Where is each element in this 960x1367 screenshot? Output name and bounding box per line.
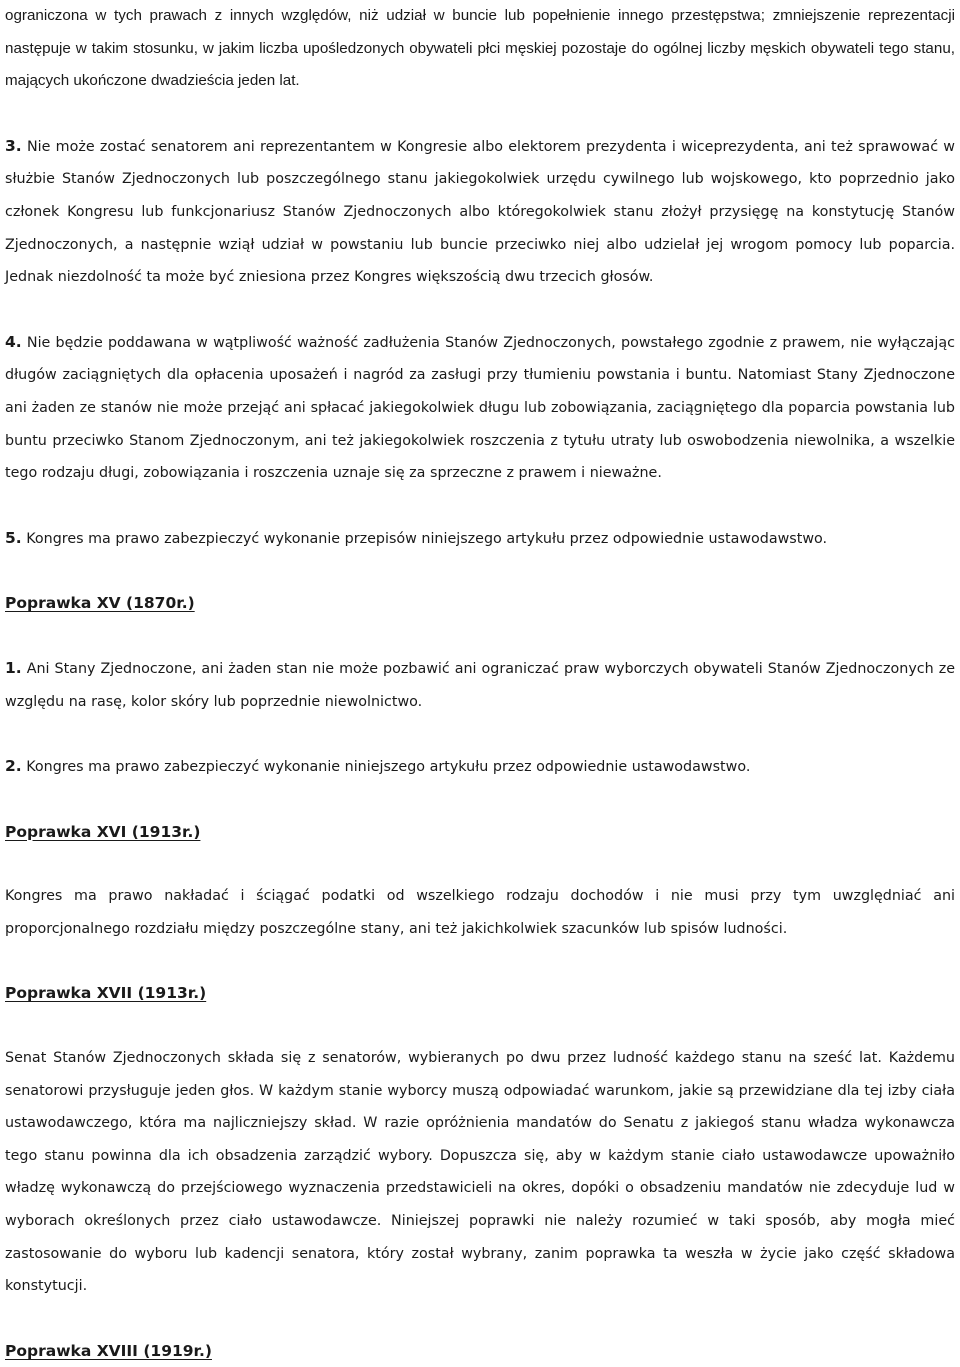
section-5-paragraph bbox=[5, 522, 955, 556]
amendment-xv-section-1-text: Ani Stany Zjednoczone, ani żaden stan nie może pozbawić ani ograniczać praw wyborczych obywateli Stanów Zjednoczonych ze względu na rasę, kolor skóry lub poprzednie niewolnictwo. bbox=[5, 660, 956, 710]
amendment-xv-section-1 bbox=[5, 652, 955, 718]
amendment-xv-heading: Poprawka XV (1870r.) bbox=[5, 594, 195, 613]
section-3-marker: 3. bbox=[5, 136, 22, 155]
amendment-xv-section-2-marker: 2. bbox=[5, 757, 22, 776]
amendment-xviii-heading: Poprawka XVIII (1919r.) bbox=[5, 1341, 212, 1360]
section-4-paragraph bbox=[5, 326, 955, 490]
section-4-text: Nie będzie poddawana w wątpliwość ważność zadłużenia Stanów Zjednoczonych, powstałego zgodnie z prawem, nie wyłączając długów zaciągniętych dla opłacenia uposażeń i nagród za zasługi przy tłumieniu powstania i buntu. Natomiast Stany Zjednoczone ani żaden ze stanów nie może przejąć ani spłacać jakiegokolwiek długu lub zobowiązania, zaciągniętego dla poparcia powstania lub buntu przeciwko Stanom Zjednoczonym, ani też jakiegokolwiek roszczenia z tytułu utraty lub oswobodzenia niewolnika, a wszelkie tego rodzaju długi, zobowiązania i roszczenia uznaje się za sprzeczne z prawem i nieważne. bbox=[5, 334, 955, 482]
amendment-xvii-text: Senat Stanów Zjednoczonych składa się z senatorów, wybieranych po dwu przez ludność każdego stanu na sześć lat. Każdemu senatorowi przysługuje jeden głos. W każdym stanie wyborcy muszą odpowiadać warunkom, jakie są przewidziane dla tej izby ciała ustawodawczego, która ma najliczniejszy skład. W razie opróżnienia mandatów do Senatu z jakiegoś stanu władza wykonawcza tego stanu powinna dla ich obsadzenia zarządzić wybory. Dopuszcza się, aby w każdym stanie ciało ustawodawcze upoważniło władzę wykonawczą do przejściowego wyznaczenia przedstawicieli na okres, dopóki o obsadzeniu mandatów nie zdecyduje lud w wyborach określonych przez ciało ustawodawcze. Niniejszej poprawki nie należy rozumieć w taki sposób, aby mogła mieć zastosowanie do wyboru lub kadencji senatora, który został wybrany, zanim poprawka ta weszła w życie jako część składowa konstytucji. bbox=[5, 1050, 955, 1295]
intro-paragraph: ograniczona w tych prawach z innych względów, niż udział w buncie lub popełnienie innego przestępstwa; zmniejszenie reprezentacji następuje w takim stosunku, w jakim liczba upośledzonych obywateli płci męskiej pozostaje do ogólnej liczby męskich obywateli tego stanu, mających ukończone dwadzieścia jeden lat. bbox=[5, 7, 955, 90]
section-3-text: Nie może zostać senatorem ani reprezentantem w Kongresie albo elektorem prezydenta i wiceprezydenta, ani też sprawować w służbie Stanów Zjednoczonych lub poszczególnego stanu jakiegokolwiek urzędu cywilnego lub wojskowego, kto poprzednio jako członek Kongresu lub funkcjonariusz Stanów Zjednoczonych albo któregokolwiek stanu złożył przysięgę na konstytucję Stanów Zjednoczonych, a następnie wziął udział w powstaniu lub buncie przeciwko niej albo udzielał jej wrogom pomocy lub poparcia. Jednak niezdolność ta może być zniesiona przez Kongres większością dwu trzecich głosów. bbox=[5, 138, 955, 286]
document-page bbox=[5, 0, 955, 1367]
amendment-xv-section-2 bbox=[5, 750, 955, 784]
amendment-xvii-heading: Poprawka XVII (1913r.) bbox=[5, 984, 207, 1003]
section-5-text: Kongres ma prawo zabezpieczyć wykonanie przepisów niniejszego artykułu przez odpowiednie ustawodawstwo. bbox=[26, 530, 828, 547]
amendment-xvi-text: Kongres ma prawo nakładać i ściągać podatki od wszelkiego rodzaju dochodów i nie musi przy tym uwzględniać ani proporcjonalnego rozdziału między poszczególne stany, ani też jakichkolwiek szacunków lub spisów ludności. bbox=[5, 888, 955, 937]
amendment-xv-section-2-text: Kongres ma prawo zabezpieczyć wykonanie niniejszego artykułu przez odpowiednie ustawodawstwo. bbox=[26, 759, 751, 776]
section-4-marker: 4. bbox=[5, 332, 22, 351]
section-3-paragraph bbox=[5, 130, 955, 294]
amendment-xv-section-1-marker: 1. bbox=[5, 658, 22, 677]
amendment-xvi-heading: Poprawka XVI (1913r.) bbox=[5, 822, 201, 841]
section-5-marker: 5. bbox=[5, 528, 22, 547]
